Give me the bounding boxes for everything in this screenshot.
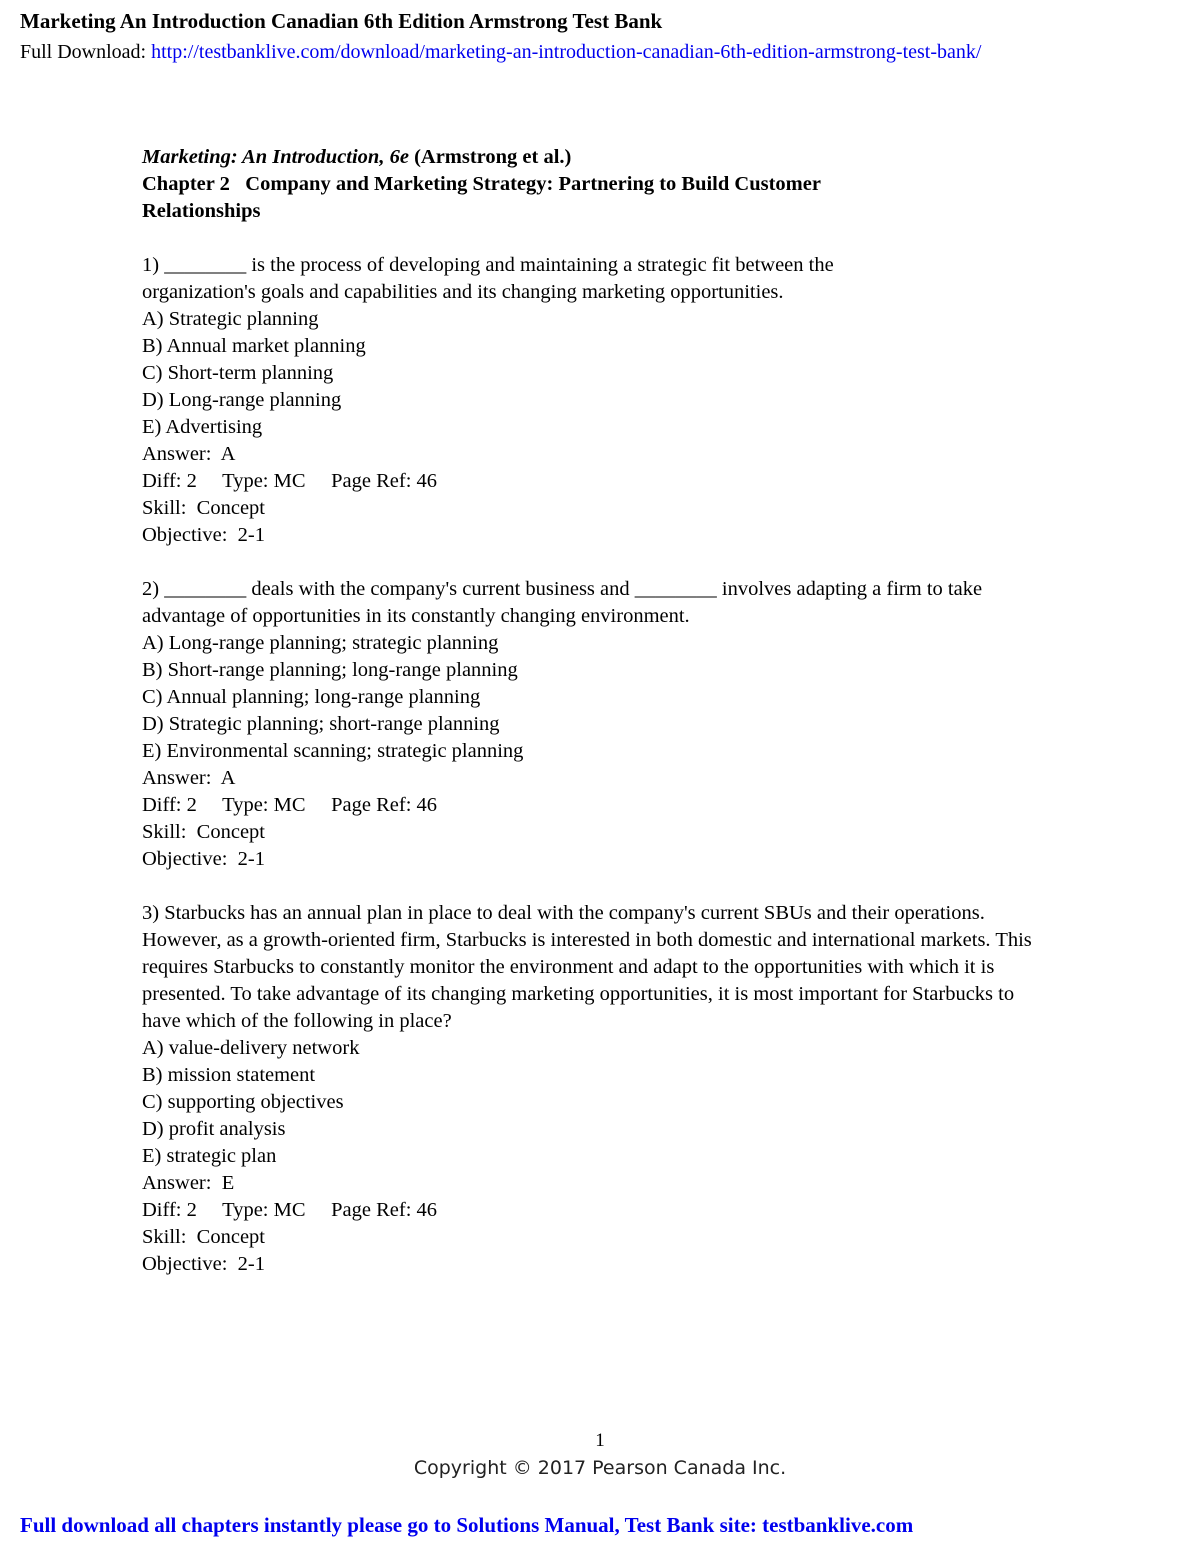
option-a: A) Strategic planning [142,308,319,330]
difficulty-type-page: Diff: 2 Type: MC Page Ref: 46 [142,470,438,492]
difficulty-type-page: Diff: 2 Type: MC Page Ref: 46 [142,1199,438,1221]
option-e: E) Advertising [142,416,263,438]
book-authors: (Armstrong et al.) [408,146,572,168]
full-download-label: Full Download: [20,41,152,63]
option-e: E) Environmental scanning; strategic planning [142,740,524,762]
chapter-title-line-1: Chapter 2 Company and Marketing Strategy: Partnering to Build Customer [142,173,821,195]
document-header-title: Marketing An Introduction Canadian 6th Edition Armstrong Test Bank [20,9,663,33]
question-text: 2) ________ deals with the company's current business and ________ involves adapting a firm to take advantage of opportunities in its constantly changing environment. [142,578,983,627]
book-title: Marketing: An Introduction, 6e [142,146,409,168]
option-d: D) Long-range planning [142,389,342,411]
option-e: E) strategic plan [142,1145,277,1167]
full-download-link[interactable]: http://testbanklive.com/download/marketing-an-introduction-canadian-6th-edition-armstrong-test-bank/ [151,41,982,63]
answer: Answer: E [142,1172,235,1194]
option-a: A) value-delivery network [142,1037,360,1059]
question-2 [142,576,1052,873]
option-b: B) Annual market planning [142,335,366,357]
question-text: 1) ________ is the process of developing and maintaining a strategic fit between the organization's goals and capabilities and its changing marketing opportunities. [142,254,834,303]
question-1 [142,252,1052,549]
copyright-notice: Copyright © 2017 Pearson Canada Inc. [413,1457,787,1479]
option-c: C) Short-term planning [142,362,334,384]
skill: Skill: Concept [142,1226,265,1248]
option-c: C) Annual planning; long-range planning [142,686,481,708]
option-d: D) Strategic planning; short-range planning [142,713,500,735]
question-3 [142,900,1052,1278]
option-b: B) Short-range planning; long-range planning [142,659,518,681]
answer: Answer: A [142,767,236,789]
book-heading [142,144,1052,171]
difficulty-type-page: Diff: 2 Type: MC Page Ref: 46 [142,794,438,816]
objective: Objective: 2-1 [142,1253,265,1275]
skill: Skill: Concept [142,497,265,519]
option-c: C) supporting objectives [142,1091,344,1113]
option-d: D) profit analysis [142,1118,286,1140]
option-b: B) mission statement [142,1064,316,1086]
objective: Objective: 2-1 [142,524,265,546]
skill: Skill: Concept [142,821,265,843]
download-banner-link[interactable]: Full download all chapters instantly please go to Solutions Manual, Test Bank site: testbanklive.com [20,1513,914,1537]
full-download-line [20,41,981,64]
page-content [142,144,1052,1278]
page-number: 1 [595,1430,605,1451]
answer: Answer: A [142,443,236,465]
option-a: A) Long-range planning; strategic planning [142,632,499,654]
question-text: 3) Starbucks has an annual plan in place to deal with the company's current SBUs and their operations. However, as a growth-oriented firm, Starbucks is interested in both domestic and international markets. This requires Starbucks to constantly monitor the environment and adapt to the opportunities with which it is presented. To take advantage of its changing marketing opportunities, it is most important for Starbucks to have which of the following in place? [142,902,1032,1032]
chapter-title-line-2: Relationships [142,200,261,222]
objective: Objective: 2-1 [142,848,265,870]
